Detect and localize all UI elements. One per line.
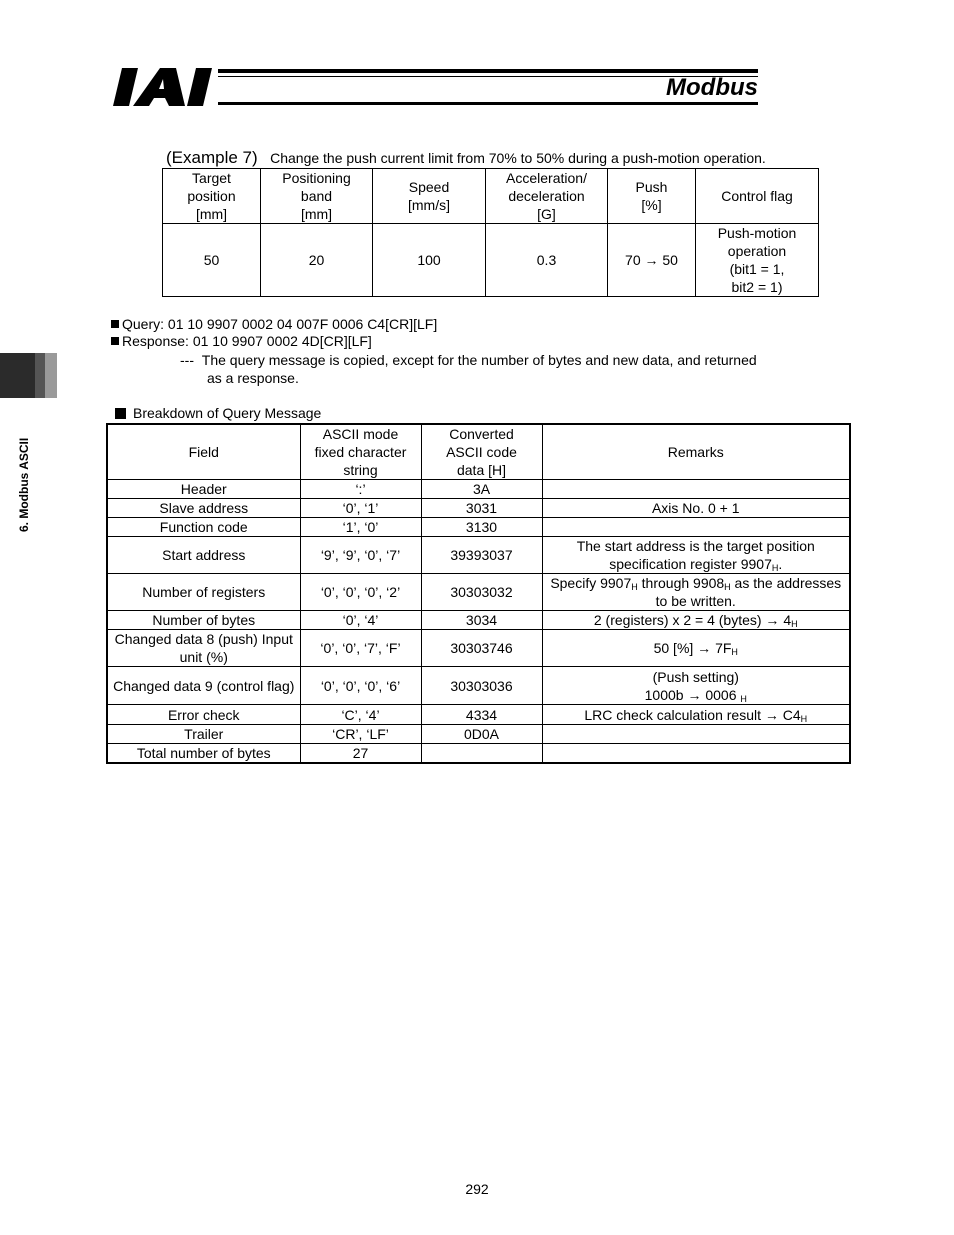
response-note bbox=[180, 352, 757, 368]
field-cell: Trailer bbox=[107, 725, 300, 744]
code-cell: 3034 bbox=[421, 611, 542, 630]
ascii-cell: ‘0’, ‘0’, ‘0’, ‘2’ bbox=[300, 574, 421, 611]
field-cell: Changed data 9 (control flag) bbox=[107, 667, 300, 705]
square-bullet-icon bbox=[111, 320, 119, 328]
table-header: ASCII mode fixed character string bbox=[300, 424, 421, 480]
note-text-line2: as a response. bbox=[207, 370, 299, 386]
table-cell: 70 → 50 bbox=[608, 224, 696, 297]
table-cell: 50 bbox=[163, 224, 261, 297]
response-line bbox=[111, 333, 372, 349]
table-header: Target position [mm] bbox=[163, 169, 261, 224]
table-header: Remarks bbox=[542, 424, 850, 480]
remarks-cell bbox=[542, 518, 850, 537]
breakdown-title: Breakdown of Query Message bbox=[133, 405, 322, 421]
field-cell: Start address bbox=[107, 537, 300, 574]
table-header: Positioning band [mm] bbox=[261, 169, 373, 224]
remarks-cell: 50 [%] → $7F_H$ bbox=[542, 630, 850, 667]
query-line bbox=[111, 316, 437, 332]
square-bullet-icon bbox=[115, 408, 126, 419]
field-cell: Number of registers bbox=[107, 574, 300, 611]
code-cell: 30303746 bbox=[421, 630, 542, 667]
table-header: Control flag bbox=[696, 169, 819, 224]
square-bullet-icon bbox=[111, 337, 119, 345]
remarks-cell: Axis No. 0 + 1 bbox=[542, 499, 850, 518]
remarks-cell: LRC check calculation result → $C4_H$ bbox=[542, 705, 850, 725]
ascii-cell: ‘0’, ‘0’, ‘0’, ‘6’ bbox=[300, 667, 421, 705]
field-cell: Total number of bytes bbox=[107, 744, 300, 764]
ascii-cell: ‘C’, ‘4’ bbox=[300, 705, 421, 725]
iai-logo bbox=[113, 68, 213, 111]
remarks-cell bbox=[542, 725, 850, 744]
table-cell: 0.3 bbox=[486, 224, 608, 297]
breakdown-heading bbox=[115, 405, 321, 421]
table-row bbox=[107, 744, 850, 764]
note-text-line1: The query message is copied, except for the number of bytes and new data, and returned bbox=[201, 352, 757, 368]
ascii-cell: ‘:’ bbox=[300, 480, 421, 499]
table-cell: Push-motion operation (bit1 = 1, bit2 = 1) bbox=[696, 224, 819, 297]
remarks-cell bbox=[542, 744, 850, 764]
field-cell: Header bbox=[107, 480, 300, 499]
table-row bbox=[107, 518, 850, 537]
table-header: Field bbox=[107, 424, 300, 480]
example-description: Change the push current limit from 70% to 50% during a push-motion operation. bbox=[270, 150, 766, 166]
table-header: Acceleration/ deceleration [G] bbox=[486, 169, 608, 224]
table-row bbox=[107, 537, 850, 574]
example-parameter-table bbox=[162, 168, 819, 297]
remarks-cell: 2 (registers) x 2 = 4 (bytes) → $4_H$ bbox=[542, 611, 850, 630]
query-text: Query: 01 10 9907 0002 04 007F 0006 C4[CR][LF] bbox=[122, 316, 438, 332]
ascii-cell: ‘0’, ‘1’ bbox=[300, 499, 421, 518]
ascii-cell: ‘9’, ‘9’, ‘0’, ‘7’ bbox=[300, 537, 421, 574]
note-dash: --- bbox=[180, 352, 194, 368]
field-cell: Function code bbox=[107, 518, 300, 537]
ascii-cell: ‘1’, ‘0’ bbox=[300, 518, 421, 537]
code-cell: 0D0A bbox=[421, 725, 542, 744]
table-row bbox=[107, 499, 850, 518]
header-rule-bottom bbox=[218, 102, 758, 105]
table-cell: 20 bbox=[261, 224, 373, 297]
table-row bbox=[107, 667, 850, 705]
remarks-cell: The start address is the target position specification register $9907_H$. bbox=[542, 537, 850, 574]
code-cell: 3A bbox=[421, 480, 542, 499]
table-header: Converted ASCII code data [H] bbox=[421, 424, 542, 480]
query-breakdown-table bbox=[106, 423, 851, 764]
field-cell: Error check bbox=[107, 705, 300, 725]
code-cell bbox=[421, 744, 542, 764]
code-cell: 4334 bbox=[421, 705, 542, 725]
table-row bbox=[107, 574, 850, 611]
iai-logo-graphic bbox=[113, 68, 213, 106]
table-row bbox=[107, 705, 850, 725]
chapter-tab bbox=[0, 353, 57, 398]
table-cell: 100 bbox=[373, 224, 486, 297]
field-cell: Changed data 8 (push) Input unit (%) bbox=[107, 630, 300, 667]
example-label: (Example 7) bbox=[166, 148, 258, 167]
code-cell: 30303036 bbox=[421, 667, 542, 705]
chapter-label: 6. Modbus ASCII bbox=[17, 437, 31, 532]
ascii-cell: 27 bbox=[300, 744, 421, 764]
field-cell: Slave address bbox=[107, 499, 300, 518]
table-row bbox=[107, 480, 850, 499]
ascii-cell: ‘0’, ‘4’ bbox=[300, 611, 421, 630]
remarks-cell: (Push setting) 1000b → 0006 $_H$ bbox=[542, 667, 850, 705]
page-number: 292 bbox=[465, 1181, 489, 1197]
table-header: Speed [mm/s] bbox=[373, 169, 486, 224]
remarks-cell bbox=[542, 480, 850, 499]
ascii-cell: ‘0’, ‘0’, ‘7’, ‘F’ bbox=[300, 630, 421, 667]
code-cell: 30303032 bbox=[421, 574, 542, 611]
table-header: Push [%] bbox=[608, 169, 696, 224]
ascii-cell: ‘CR’, ‘LF’ bbox=[300, 725, 421, 744]
code-cell: 3130 bbox=[421, 518, 542, 537]
table-row bbox=[107, 611, 850, 630]
code-cell: 3031 bbox=[421, 499, 542, 518]
example-heading bbox=[166, 148, 766, 168]
remarks-cell: Specify $9907_H$ through $9908_H$ as the addresses to be written. bbox=[542, 574, 850, 611]
table-row bbox=[107, 630, 850, 667]
response-text: Response: 01 10 9907 0002 4D[CR][LF] bbox=[122, 333, 372, 349]
code-cell: 39393037 bbox=[421, 537, 542, 574]
field-cell: Number of bytes bbox=[107, 611, 300, 630]
table-row bbox=[107, 725, 850, 744]
header-title: Modbus bbox=[666, 74, 758, 101]
